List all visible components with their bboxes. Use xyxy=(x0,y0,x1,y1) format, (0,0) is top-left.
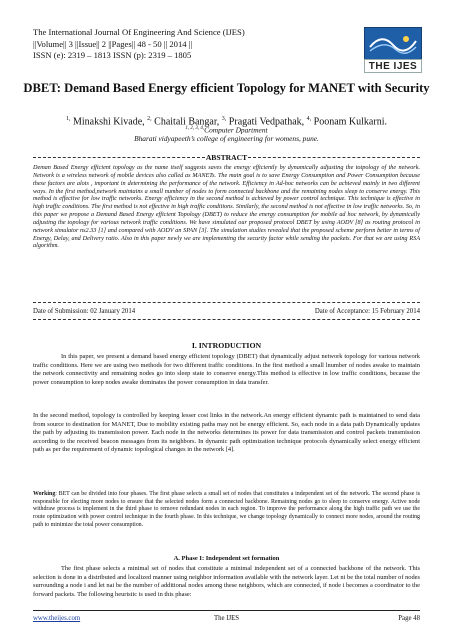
journal-header xyxy=(33,27,333,62)
journal-logo xyxy=(364,27,422,73)
section-heading-introduction: I. INTRODUCTION xyxy=(191,341,262,350)
dates-top-divider xyxy=(33,302,420,303)
affiliation-index: 1, 2, 3, 4, xyxy=(185,126,205,131)
footer-page-number: Page 48 xyxy=(398,615,420,622)
submission-dates xyxy=(33,307,420,316)
author-4: Poonam Kulkarni. xyxy=(311,116,387,128)
working-text: : BET can be divided into four phases. The first phase selects a small set of nodes that constitutes a independent set of the network. The second phase is responsible for electing more nodes to ensure that the selected nodes form a connected backbone. Remaining nodes go to sleep to conserve energy. Active node withdraw process is implement in the third phase to remove redundant nodes in each region. To improve the performance along the high traffic path we use the route optimization with power control technique in the fourth phase. In this technique, we change topology dynamically to connect more nodes, around the routing path to minimize the total power consumption. xyxy=(33,491,420,528)
abstract-divider xyxy=(33,153,420,162)
author-1-index: 1, xyxy=(66,116,71,122)
working-label: Working xyxy=(33,491,56,497)
footer-journal: The IJES xyxy=(213,615,240,622)
footer-divider xyxy=(33,610,420,611)
date-of-acceptance: Date of Acceptance: 15 February 2014 xyxy=(314,308,420,315)
author-2-index: 2, xyxy=(147,116,152,122)
journal-name: The International Journal Of Engineering And Science (IJES) xyxy=(33,27,245,37)
phase1-paragraph: The first phase selects a minimal set of nodes that constitute a minimal independent set of a connected backbone of the network. This selection is done in a distributed and localized manner using neighbor information available with the network layer. Let ni be the total number of nodes surrounding a node i and let nai be the number of additional nodes among these neighbors, which are connected, if node i becomes a coordinator to the forward packets. The following heuristic is used in this phase: xyxy=(33,565,420,598)
author-3-index: 3, xyxy=(221,116,227,122)
paper-title: DBET: Demand Based Energy efficient Topology for MANET with Security xyxy=(23,81,430,95)
abstract-text: Deman Based Energy efficient topology as the name itself suggests saves the energy efficiently by dynamically adjusting the totpology of the network. Network is a wireless network of mobile devices also called as MANETs. The main goal is to save Energy Consumption and Power Consumption because these factors are alots , important in determining the performance of the network. Efficiency in Ad-hoc networks can be achieved mainly in two different ways. In the first method,network maintains a small number of nodes to form connected backbone and the remaining nodes sleep to conserve energy. This method is effective for low traffic networks. Energy efficiency in the second method is achieved by power control technique. This technique is effective in high traffic conditions. The first method is not effective in high traffic conditions. Similarly, the second method is not effective in low traffic networks. So, in this paper we propose a Demand Based Energy efficient Topology (DBET) to reduce the energy consumption for mobile ad hoc network, by dynamically adjusting the topology for various network traffic conditions. We have simulated our proposed protocol DBET by using AODV [8] as routing protocol in network simulator ns2.33 [1] and compared with AODV an SPAN [3]. The simulation studies revealed that the proposed scheme perform better in terms of Energy, Delay, and Delivery ratio. Also in this paper newly we are implementing the security factor while sending the packets. For that we are using RSA algorithm. xyxy=(33,164,420,250)
working-paragraph xyxy=(33,491,420,530)
author-1: Minakshi Kivade, xyxy=(70,116,148,128)
date-of-submission: Date of Submission: 02 January 2014 xyxy=(33,308,136,315)
subsection-heading-phase-1: A. Phase I: Independent set formation xyxy=(173,555,280,562)
logo-text: THE IJES xyxy=(364,59,422,73)
affiliation-college: Bharati vidyapeeth’s college of engineering for womens, pune. xyxy=(134,134,319,144)
author-3: Pragati Vedpathak, xyxy=(226,116,307,128)
footer-website-link[interactable]: www.theijes.com xyxy=(33,615,81,622)
logo-wave-icon xyxy=(368,33,418,55)
affiliation-department: Computer Dpartment xyxy=(204,125,268,135)
intro-paragraph-2: In the second method, topology is controlled by keeping lesser cost links in the network.An energy efficient dynamic path is maintained to send data from source to destination for MANET, Due to mobility existing paths may not be energy efficient. So, each node in a data path Dynamically updates the path by adjusting its transmission power. Each node in the networks determines its power for data transmission and control packets transmission according to the received beacon messages from its neighbors. In dynamic path optimization technique protocols dynamically select energy efficient path as per the requirement of dynamic topological changes in the network [4]. xyxy=(33,412,420,454)
author-4-index: 4, xyxy=(306,116,312,122)
journal-issn: ISSN (e): 2319 – 1813 ISSN (p): 2319 – 1805 xyxy=(33,50,192,61)
intro-paragraph-1: In this paper, we present a demand based energy efficient topology (DBET) that dynamically adjust network topology for various network traffic conditions. Here we are using two methods for two different traffic conditions. In the first method a small lnumber of nodes awake to maintain the network connectivity and remaining nodes go into sleep state to conserve energy.This method is effective in low traffic conditions, because the power consumption to keep nodes awake dominates the power consumption in data transfer. xyxy=(33,353,420,386)
affiliation xyxy=(20,124,433,143)
author-2: Chaitali Bangar, xyxy=(151,116,222,128)
dates-bottom-divider xyxy=(33,319,420,320)
journal-volume: ||Volume|| 3 ||Issue|| 2 ||Pages|| 48 - 50 || 2014 || xyxy=(33,38,193,49)
abstract-heading: ABSTRACT xyxy=(205,153,248,162)
